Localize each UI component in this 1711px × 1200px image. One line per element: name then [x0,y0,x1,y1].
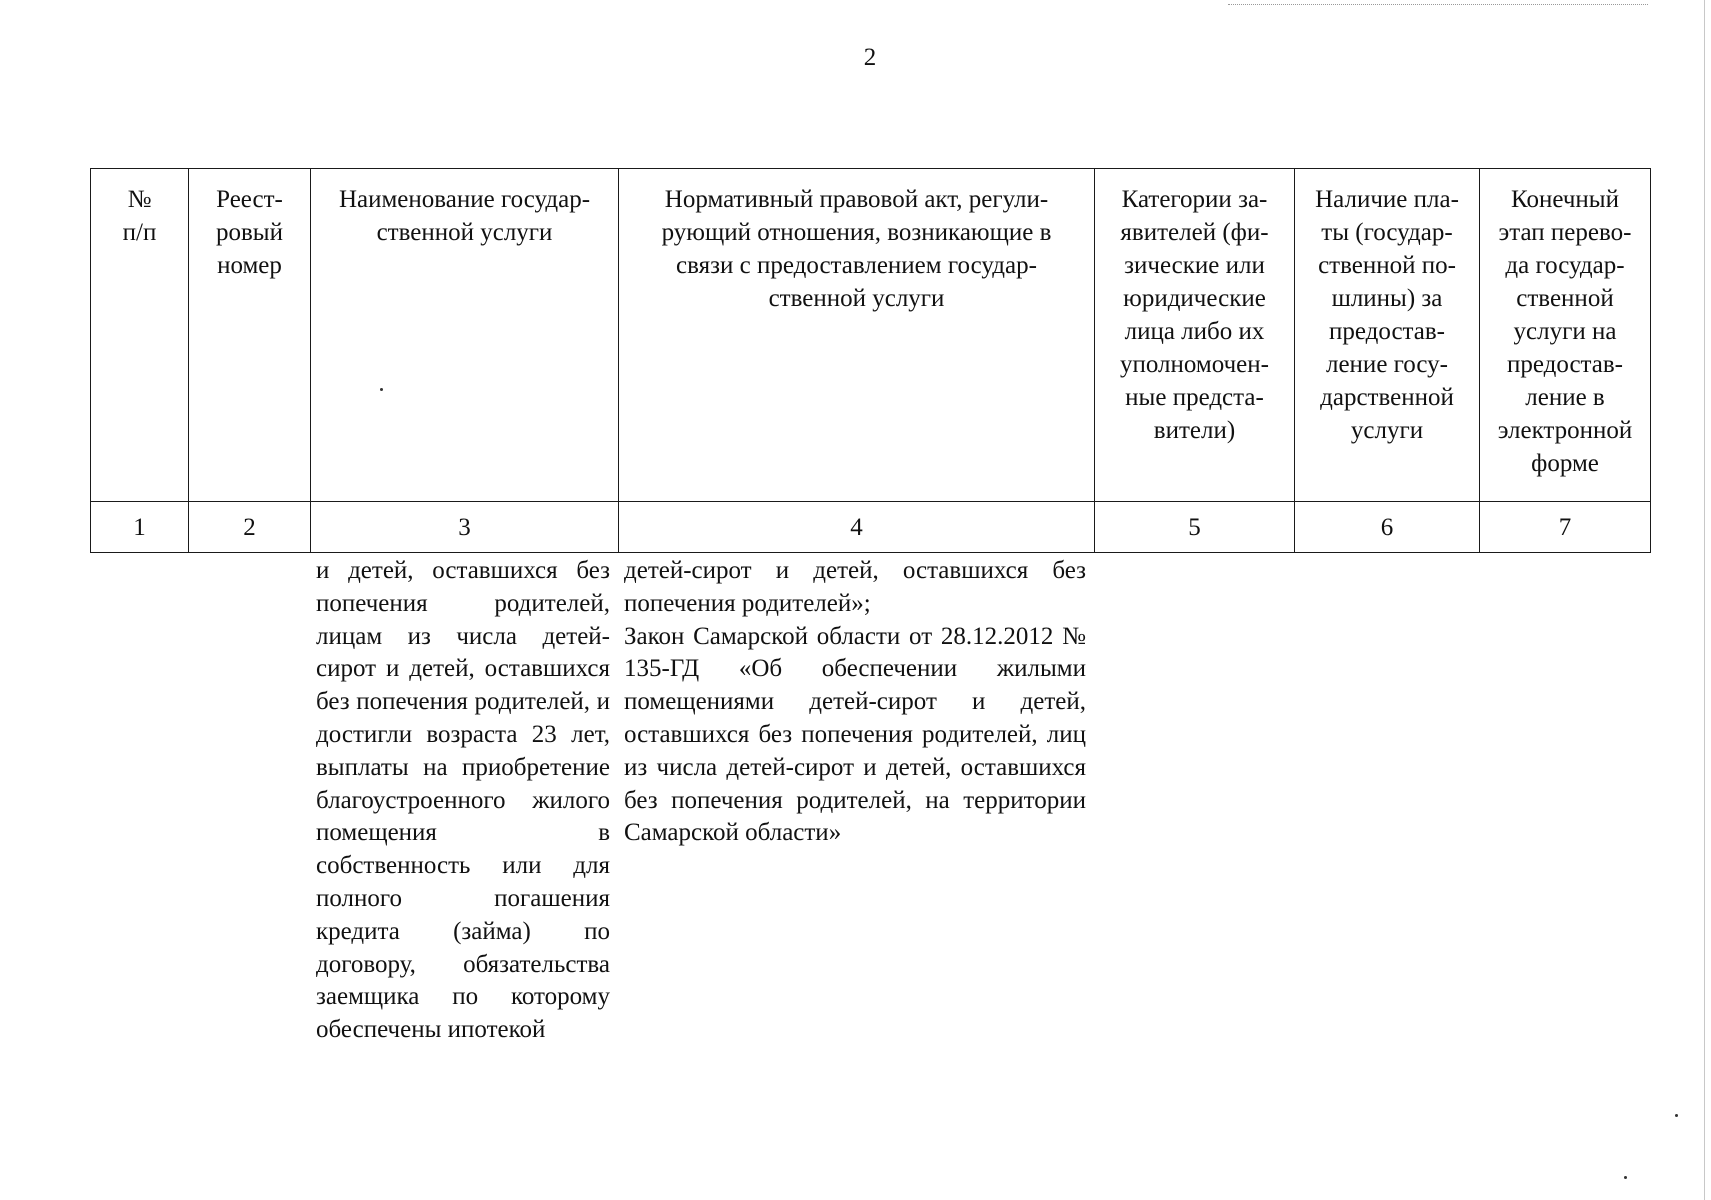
services-table-header [90,168,1651,553]
header-cell-final-stage: Конечный этап перево- да государ- ственной услуги на предостав- ление в электронной форме [1480,169,1651,502]
page-number: 2 [863,44,877,71]
header-cell-fee: Наличие пла- ты (государ- ственной по- шлины) за предостав- ление госу- дарственной услуги [1295,169,1480,502]
scan-speck [1675,1114,1678,1117]
continuation-text-service-name: и детей, оставшихся без попечения родителей, лицам из числа детей-сирот и детей, оставшихся без попечения родителей, и достигли возраста 23 лет, выплаты на приобретение благоустроенного жилого помещения в собственность или для полного погашения кредита (займа) по договору, обязательства заемщика по которому обеспечены ипотекой [316,557,610,1044]
scan-speck [1624,1176,1627,1179]
column-number-cell: 1 [91,502,189,553]
header-cell-legal-act: Нормативный правовой акт, регули- рующий отношения, возникающие в связи с предоставлением государ- ственной услуги [619,169,1095,502]
column-number-cell: 3 [311,502,619,553]
column-number-cell: 7 [1480,502,1651,553]
scan-top-mark [1228,0,1648,5]
header-cell-number: № п/п [91,169,189,502]
table-header-row [91,169,1651,502]
header-cell-applicant-categories: Категории за- явителей (фи- зические или юридические лица либо их уполномочен- ные предста- вители) [1095,169,1295,502]
column-number-cell: 4 [619,502,1095,553]
column-number-row [91,502,1651,553]
column-number-cell: 6 [1295,502,1480,553]
scan-edge-line [1704,0,1705,1200]
scan-speck [380,388,383,391]
header-cell-registry-number: Реест- ровый номер [189,169,311,502]
continuation-text-legal-act: детей-сирот и детей, оставшихся без попечения родителей»; Закон Самарской области от 28.12.2012 № 135-ГД «Об обеспечении жилыми помещениями детей-сирот и детей, оставшихся без попечения родителей, лиц из числа детей-сирот и детей, оставшихся без попечения родителей, на территории Самарской области» [624,557,1086,847]
header-cell-service-name: Наименование государ- ственной услуги [311,169,619,502]
column-number-cell: 2 [189,502,311,553]
column-number-cell: 5 [1095,502,1295,553]
